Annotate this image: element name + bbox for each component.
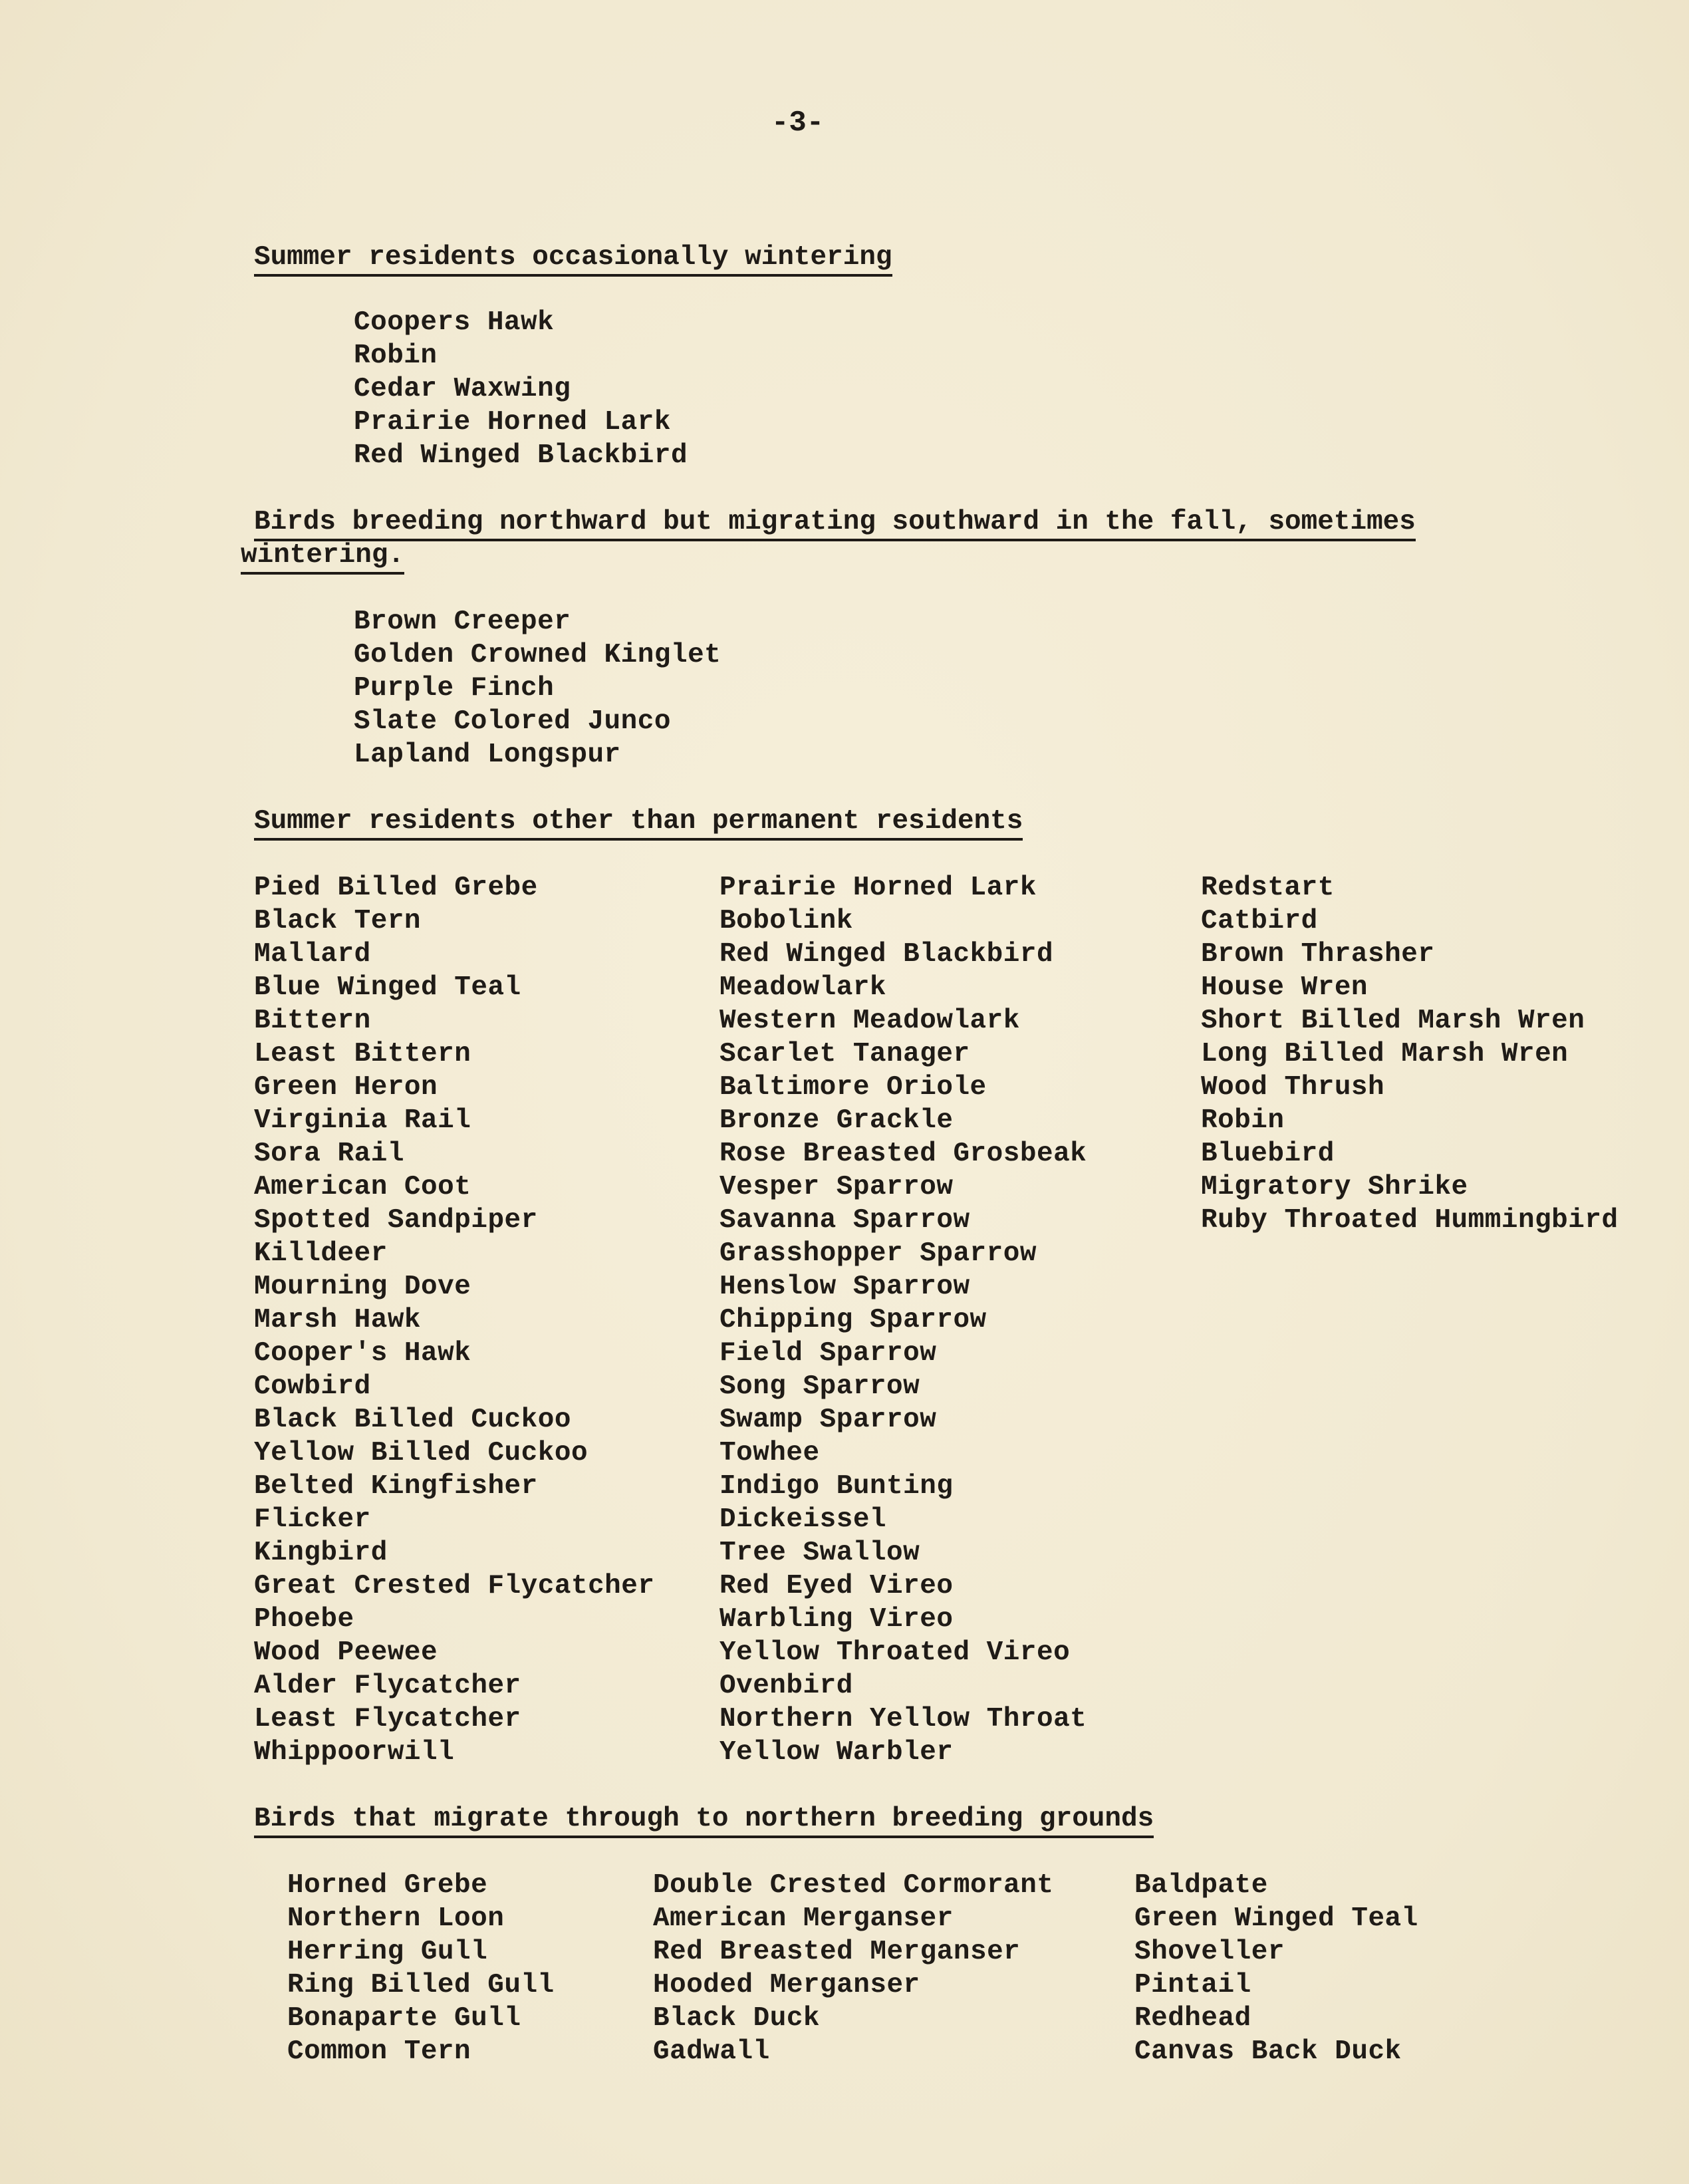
bird-name: Prairie Horned Lark (354, 407, 671, 438)
bird-name: Indigo Bunting (719, 1471, 954, 1502)
bird-name: Savanna Sparrow (719, 1205, 970, 1236)
bird-name: Whippoorwill (254, 1737, 455, 1768)
bird-name: Redstart (1201, 873, 1335, 903)
bird-name: Red Eyed Vireo (719, 1571, 954, 1601)
bird-name: Dickeissel (719, 1504, 887, 1535)
bird-name: Towhee (719, 1438, 820, 1468)
bird-name: Double Crested Cormorant (653, 1870, 1054, 1901)
bird-name: Yellow Billed Cuckoo (254, 1438, 588, 1468)
section-heading-summer-wintering: Summer residents occasionally wintering (254, 241, 892, 274)
bird-name: Red Breasted Merganser (653, 1937, 1021, 1967)
bird-name: Green Winged Teal (1134, 1903, 1418, 1934)
bird-name: Catbird (1201, 906, 1318, 936)
bird-name: Grasshopper Sparrow (719, 1238, 1037, 1269)
bird-name: Short Billed Marsh Wren (1201, 1006, 1585, 1036)
bird-name: Bluebird (1201, 1139, 1335, 1169)
bird-name: Common Tern (287, 2036, 471, 2067)
bird-name: Bittern (254, 1006, 371, 1036)
bird-name: Slate Colored Junco (354, 706, 671, 737)
page-number: -3- (771, 106, 825, 140)
bird-name: Song Sparrow (719, 1371, 920, 1402)
bird-list-breeding-northward (354, 605, 721, 771)
bird-name: Baldpate (1134, 1870, 1268, 1901)
bird-name: Field Sparrow (719, 1338, 937, 1369)
bird-name: Great Crested Flycatcher (254, 1571, 655, 1601)
bird-name: Black Tern (254, 906, 422, 936)
bird-name: Wood Peewee (254, 1637, 438, 1668)
bird-list-summer-wintering (354, 306, 688, 472)
bird-name: Warbling Vireo (719, 1604, 954, 1635)
bird-name: Robin (354, 341, 438, 371)
migrants-column-2 (653, 1869, 1054, 2068)
bird-name: Cedar Waxwing (354, 374, 571, 404)
summer-residents-column-1 (254, 871, 655, 1769)
migrants-column-3 (1134, 1869, 1418, 2068)
bird-name: Purple Finch (354, 673, 555, 704)
bird-name: Brown Thrasher (1201, 939, 1435, 970)
bird-name: American Merganser (653, 1903, 954, 1934)
bird-name: Canvas Back Duck (1134, 2036, 1402, 2067)
bird-name: Mallard (254, 939, 371, 970)
bird-name: Long Billed Marsh Wren (1201, 1039, 1569, 1069)
bird-name: Prairie Horned Lark (719, 873, 1037, 903)
bird-name: Belted Kingfisher (254, 1471, 538, 1502)
bird-name: Ovenbird (719, 1671, 853, 1701)
bird-name: Herring Gull (287, 1937, 488, 1967)
bird-name: Kingbird (254, 1538, 388, 1568)
bird-name: American Coot (254, 1172, 471, 1202)
bird-name: Red Winged Blackbird (719, 939, 1054, 970)
bird-name: Shoveller (1134, 1937, 1285, 1967)
bird-name: Black Duck (653, 2003, 821, 2034)
bird-name: Gadwall (653, 2036, 770, 2067)
bird-name: Hooded Merganser (653, 1970, 920, 2000)
section-heading-migrate-through: Birds that migrate through to northern breeding grounds (254, 1802, 1154, 1836)
bird-name: Migratory Shrike (1201, 1172, 1468, 1202)
summer-residents-column-2 (719, 871, 1087, 1769)
bird-name: Horned Grebe (287, 1870, 488, 1901)
bird-name: Scarlet Tanager (719, 1039, 970, 1069)
bird-name: Bonaparte Gull (287, 2003, 521, 2034)
bird-name: Wood Thrush (1201, 1072, 1385, 1103)
bird-name: Virginia Rail (254, 1105, 471, 1136)
section-heading-breeding-northward-line2: wintering. (241, 539, 404, 572)
bird-name: Bronze Grackle (719, 1105, 954, 1136)
bird-name: Pied Billed Grebe (254, 873, 538, 903)
migrants-column-1 (287, 1869, 555, 2068)
bird-name: Yellow Throated Vireo (719, 1637, 1071, 1668)
section-heading-breeding-northward: Birds breeding northward but migrating southward in the fall, sometimes (254, 505, 1416, 539)
summer-residents-column-3 (1201, 871, 1619, 1237)
bird-name: Yellow Warbler (719, 1737, 954, 1768)
bird-name: Meadowlark (719, 972, 887, 1003)
bird-name: Redhead (1134, 2003, 1251, 2034)
bird-name: Henslow Sparrow (719, 1272, 970, 1302)
bird-name: Alder Flycatcher (254, 1671, 521, 1701)
section-heading-summer-residents: Summer residents other than permanent residents (254, 805, 1023, 838)
bird-name: Spotted Sandpiper (254, 1205, 538, 1236)
bird-name: Killdeer (254, 1238, 388, 1269)
bird-name: Brown Creeper (354, 607, 571, 637)
bird-name: Red Winged Blackbird (354, 440, 688, 471)
bird-name: Mourning Dove (254, 1272, 471, 1302)
bird-name: Cowbird (254, 1371, 371, 1402)
bird-name: Rose Breasted Grosbeak (719, 1139, 1087, 1169)
bird-name: Marsh Hawk (254, 1305, 422, 1335)
bird-name: Ring Billed Gull (287, 1970, 555, 2000)
bird-name: Coopers Hawk (354, 307, 555, 338)
bird-name: Ruby Throated Hummingbird (1201, 1205, 1619, 1236)
bird-name: Black Billed Cuckoo (254, 1405, 571, 1435)
bird-name: Lapland Longspur (354, 740, 621, 770)
bird-name: Pintail (1134, 1970, 1251, 2000)
bird-name: Northern Loon (287, 1903, 505, 1934)
bird-name: Western Meadowlark (719, 1006, 1020, 1036)
bird-name: Chipping Sparrow (719, 1305, 987, 1335)
bird-name: Green Heron (254, 1072, 438, 1103)
bird-name: Phoebe (254, 1604, 354, 1635)
bird-name: Bobolink (719, 906, 853, 936)
bird-name: Cooper's Hawk (254, 1338, 471, 1369)
bird-name: Swamp Sparrow (719, 1405, 937, 1435)
bird-name: Sora Rail (254, 1139, 404, 1169)
bird-name: Tree Swallow (719, 1538, 920, 1568)
bird-name: Least Bittern (254, 1039, 471, 1069)
bird-name: Golden Crowned Kinglet (354, 640, 721, 670)
bird-name: Robin (1201, 1105, 1285, 1136)
bird-name: House Wren (1201, 972, 1368, 1003)
bird-name: Baltimore Oriole (719, 1072, 987, 1103)
bird-name: Northern Yellow Throat (719, 1704, 1087, 1734)
bird-name: Blue Winged Teal (254, 972, 521, 1003)
bird-name: Least Flycatcher (254, 1704, 521, 1734)
bird-name: Vesper Sparrow (719, 1172, 954, 1202)
bird-name: Flicker (254, 1504, 371, 1535)
